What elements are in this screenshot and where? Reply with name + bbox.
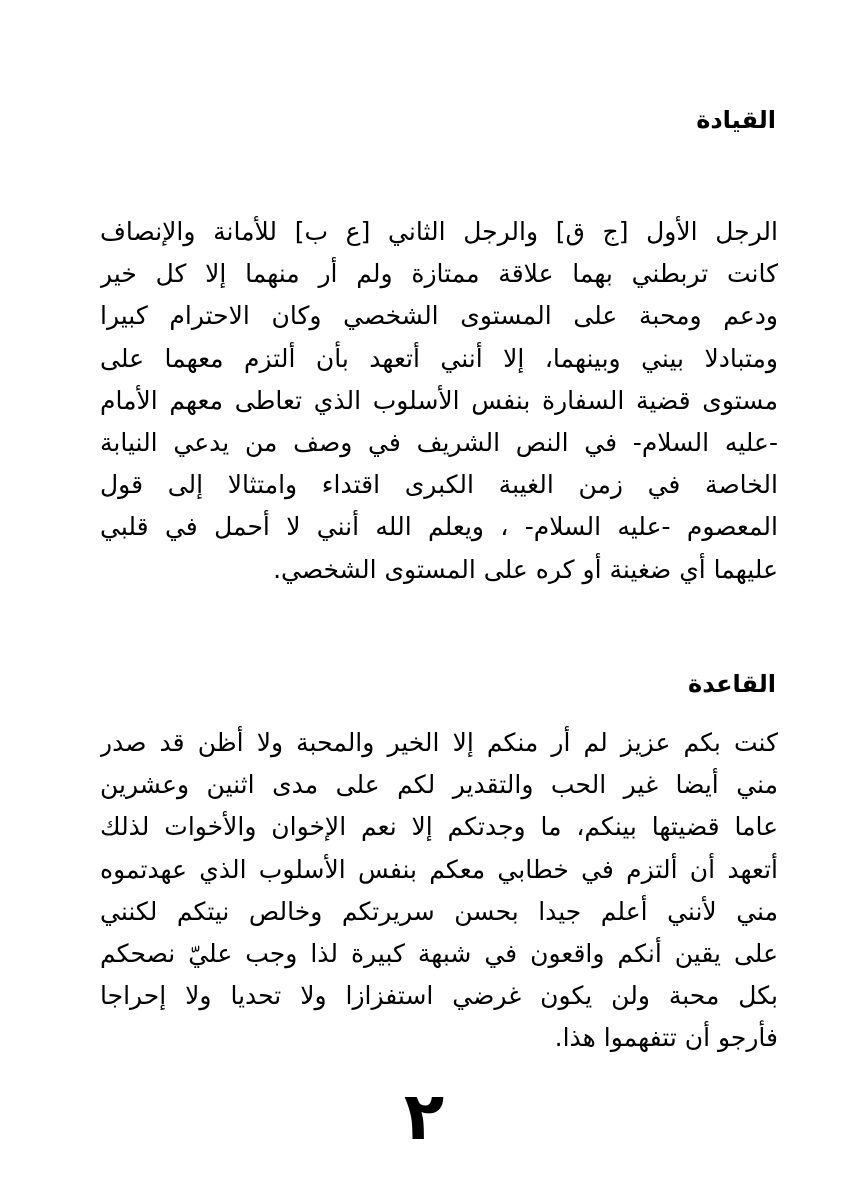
paragraph-line: أتعهد أن ألتزم في خطابي معكم بنفس الأسلوب الذي عهدتموه bbox=[100, 854, 778, 884]
paragraph-base bbox=[100, 722, 778, 1060]
paragraph-line: عليهما أي ضغينة أو كره على المستوى الشخصي. bbox=[273, 554, 778, 584]
section-heading-leadership: القيادة bbox=[696, 106, 776, 134]
page-number: ٢ bbox=[403, 1078, 445, 1155]
paragraph-line: الرجل الأول [ج ق] والرجل الثاني [ع ب] للأمانة والإنصاف bbox=[100, 217, 778, 246]
paragraph-line: فأرجو أن تتفهموا هذا. bbox=[554, 1023, 778, 1053]
paragraph-line: كانت تربطني بهما علاقة ممتازة ولم أر منهما إلا كل خير bbox=[100, 259, 778, 289]
paragraph-line: المعصوم -عليه السلام- ، ويعلم الله أنني لا أحمل في قلبي bbox=[100, 512, 778, 542]
paragraph-line: -عليه السلام- في النص الشريف في وصف من يدعي النيابة bbox=[100, 427, 778, 457]
section-heading-base: القاعدة bbox=[688, 670, 776, 698]
paragraph-line: عاما قضيتها بينكم، ما وجدتكم إلا نعم الإخوان والأخوات لذلك bbox=[100, 812, 778, 842]
paragraph-line: ودعم ومحبة على المستوى الشخصي وكان الاحترام كبيرا bbox=[100, 301, 778, 331]
paragraph-leadership bbox=[100, 211, 778, 591]
paragraph-line: مني أيضا غير الحب والتقدير لكم على مدى اثنين وعشرين bbox=[100, 770, 778, 800]
paragraph-line: مستوى قضية السفارة بنفس الأسلوب الذي تعاطى معهم الأمام bbox=[100, 385, 778, 415]
paragraph-line: كنت بكم عزيز لم أر منكم إلا الخير والمحبة ولا أظن قد صدر bbox=[100, 728, 778, 757]
paragraph-line: الخاصة في زمن الغيبة الكبرى اقتداء وامتثالا إلى قول bbox=[100, 470, 778, 500]
paragraph-line: بكل محبة ولن يكون غرضي استفزازا ولا تحديا ولا إحراجا bbox=[100, 981, 778, 1011]
paragraph-line: ومتبادلا بيني وبينهما، إلا أنني أتعهد بأن ألتزم معهما على bbox=[100, 343, 778, 373]
paragraph-line: مني لأنني أعلم جيدا بحسن سريرتكم وخالص نيتكم لكنني bbox=[100, 896, 778, 926]
paragraph-line: على يقين أنكم واقعون في شبهة كبيرة لذا وجب عليّ نصحكم bbox=[100, 938, 778, 968]
